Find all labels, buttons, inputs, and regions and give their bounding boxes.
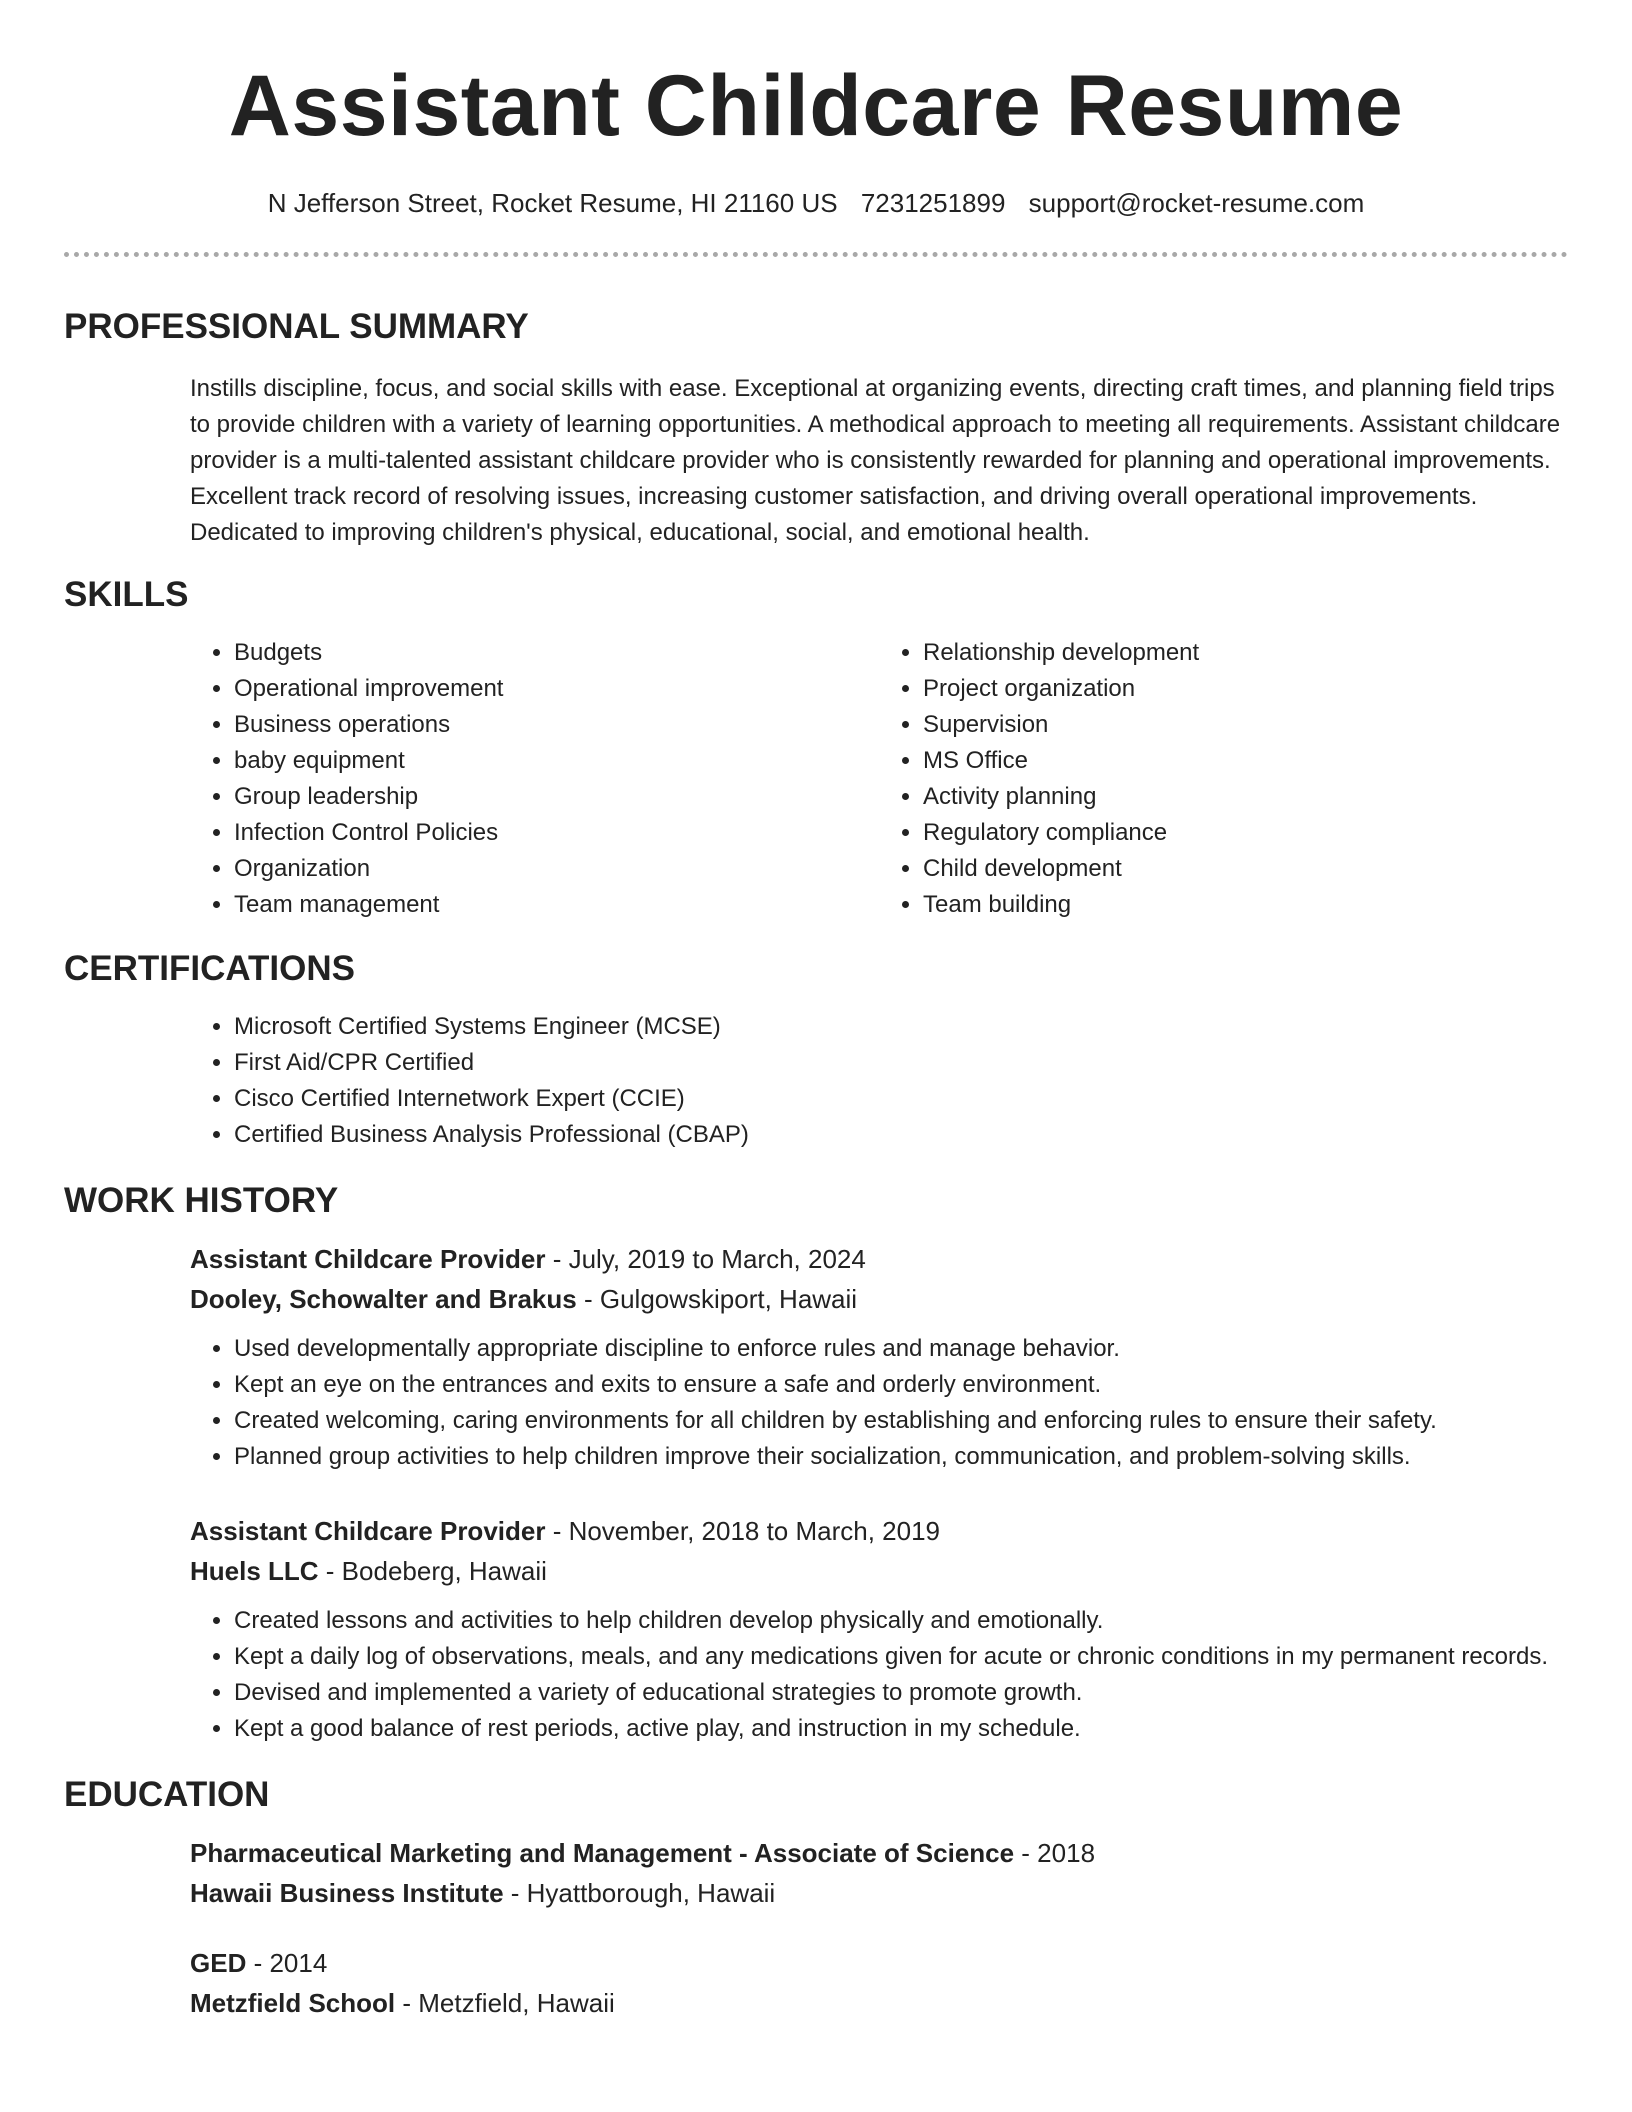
job-role: Assistant Childcare Provider <box>190 1516 546 1546</box>
job-role-line <box>190 1511 1568 1551</box>
contact-line <box>64 188 1568 218</box>
job-bullet: • Kept a good balance of rest periods, active play, and instruction in my schedule. <box>234 1711 1568 1747</box>
certification-item: • Certified Business Analysis Professional (CBAP) <box>234 1117 1568 1153</box>
summary-heading: PROFESSIONAL SUMMARY <box>64 307 529 346</box>
job-entry <box>190 1239 1568 1475</box>
job-role: Assistant Childcare Provider <box>190 1244 546 1274</box>
job-company: Huels LLC <box>190 1556 319 1586</box>
certification-item: • Microsoft Certified Systems Engineer (MCSE) <box>234 1009 1568 1045</box>
work-history-heading: WORK HISTORY <box>64 1181 339 1220</box>
summary-text: Instills discipline, focus, and social skills with ease. Exceptional at organizing events, directing craft times, and planning field trips to provide children with a variety of learning opportunities. A methodical approach to meeting all requirements. Assistant childcare provider is a multi-talented assistant childcare provider who is consistently rewarded for planning and operational improvements. Excellent track record of resolving issues, increasing customer satisfaction, and driving overall operational improvements. Dedicated to improving children's physical, educational, social, and emotional health. <box>190 375 1561 546</box>
resume-title: Assistant Childcare Resume <box>228 58 1404 154</box>
certification-item: • Cisco Certified Internetwork Expert (CCIE) <box>234 1081 1568 1117</box>
education-heading: EDUCATION <box>64 1775 270 1814</box>
job-entry <box>190 1511 1568 1747</box>
skills-section <box>64 575 1568 923</box>
job-bullet: • Planned group activities to help children improve their socialization, communication, and problem-solving skills. <box>234 1439 1568 1475</box>
job-company-line <box>190 1279 1568 1319</box>
resume-page <box>64 0 1568 2023</box>
skill-item: • Regulatory compliance <box>923 815 1568 851</box>
skill-item: • Team management <box>234 887 879 923</box>
degree-entry <box>190 1943 1568 2023</box>
job-company: Dooley, Schowalter and Brakus <box>190 1284 577 1314</box>
skills-list-left <box>190 635 879 923</box>
skill-item: • Project organization <box>923 671 1568 707</box>
skill-item: • Business operations <box>234 707 879 743</box>
job-dates: - July, 2019 to March, 2024 <box>545 1244 866 1274</box>
degree-line <box>190 1833 1568 1873</box>
work-history-section <box>64 1181 1568 1747</box>
job-bullet: • Used developmentally appropriate discipline to enforce rules and manage behavior. <box>234 1331 1568 1367</box>
header-divider <box>64 252 1568 257</box>
job-bullet: • Created lessons and activities to help children develop physically and emotionally. <box>234 1603 1568 1639</box>
job-bullet: • Devised and implemented a variety of educational strategies to promote growth. <box>234 1675 1568 1711</box>
education-section <box>64 1775 1568 2023</box>
degree-entry <box>190 1833 1568 1913</box>
skill-item: • Relationship development <box>923 635 1568 671</box>
degree-name: Pharmaceutical Marketing and Management - Associate of Science <box>190 1838 1015 1868</box>
certifications-body <box>190 1009 1568 1153</box>
skill-item: • Group leadership <box>234 779 879 815</box>
job-dates: - November, 2018 to March, 2019 <box>545 1516 941 1546</box>
contact-address: N Jefferson Street, Rocket Resume, HI 21160 US <box>267 188 838 218</box>
skill-item: • MS Office <box>923 743 1568 779</box>
education-body <box>190 1833 1568 2023</box>
job-bullet: • Created welcoming, caring environments for all children by establishing and enforcing rules to ensure their safety. <box>234 1403 1568 1439</box>
skill-item: • Team building <box>923 887 1568 923</box>
degree-year: - 2018 <box>1014 1838 1096 1868</box>
skill-item: • Budgets <box>234 635 879 671</box>
job-role-line <box>190 1239 1568 1279</box>
job-bullet: • Kept an eye on the entrances and exits to ensure a safe and orderly environment. <box>234 1367 1568 1403</box>
school-name: Hawaii Business Institute <box>190 1878 504 1908</box>
skill-item: • Supervision <box>923 707 1568 743</box>
school-line <box>190 1983 1568 2023</box>
school-name: Metzfield School <box>190 1988 396 2018</box>
certifications-list <box>190 1009 1568 1153</box>
skill-item: • Activity planning <box>923 779 1568 815</box>
skill-item: • Infection Control Policies <box>234 815 879 851</box>
summary-section <box>64 307 1568 551</box>
certifications-heading: CERTIFICATIONS <box>64 949 356 988</box>
school-location: - Metzfield, Hawaii <box>395 1988 615 2018</box>
work-history-body <box>190 1239 1568 1747</box>
skills-heading: SKILLS <box>64 575 189 614</box>
job-company-line <box>190 1551 1568 1591</box>
school-location: - Hyattborough, Hawaii <box>503 1878 776 1908</box>
contact-phone: 7231251899 <box>860 188 1006 218</box>
certification-item: • First Aid/CPR Certified <box>234 1045 1568 1081</box>
skill-item: • Operational improvement <box>234 671 879 707</box>
degree-line <box>190 1943 1568 1983</box>
job-bullet: • Kept a daily log of observations, meals, and any medications given for acute or chronic conditions in my permanent records. <box>234 1639 1568 1675</box>
job-bullets <box>190 1603 1568 1747</box>
certifications-section <box>64 949 1568 1153</box>
skill-item: • Child development <box>923 851 1568 887</box>
skill-item: • baby equipment <box>234 743 879 779</box>
contact-email[interactable]: support@rocket-resume.com <box>1028 188 1365 218</box>
skills-columns <box>190 635 1568 923</box>
skills-list-right <box>879 635 1568 923</box>
job-location: - Gulgowskiport, Hawaii <box>576 1284 858 1314</box>
school-line <box>190 1873 1568 1913</box>
job-location: - Bodeberg, Hawaii <box>318 1556 547 1586</box>
job-bullets <box>190 1331 1568 1475</box>
skill-item: • Organization <box>234 851 879 887</box>
degree-year: - 2014 <box>246 1948 328 1978</box>
degree-name: GED <box>190 1948 247 1978</box>
